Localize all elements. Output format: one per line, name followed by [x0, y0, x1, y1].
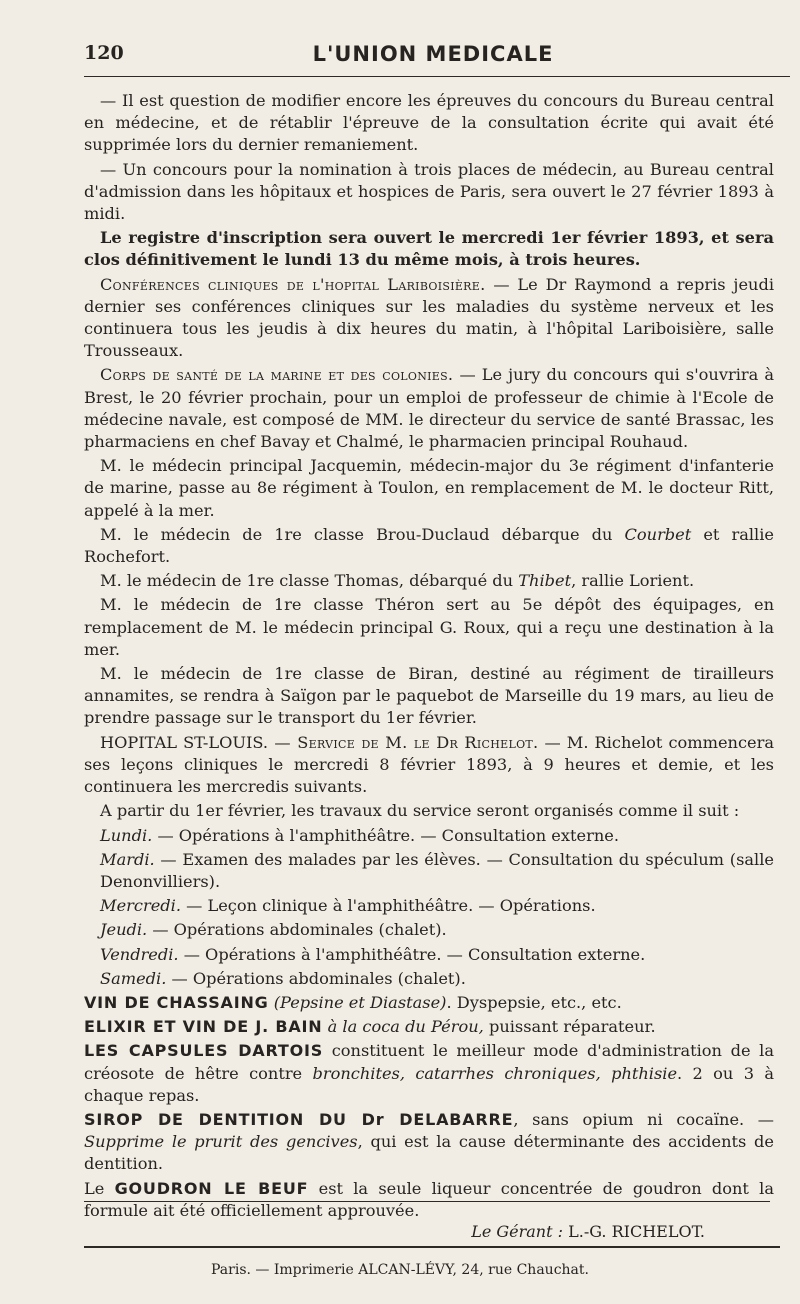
section-heading: HOPITAL ST-LOUIS. — [100, 732, 269, 752]
section-heading: Corps de santé de la marine et des colonies. — [100, 365, 454, 385]
header-rule — [84, 76, 790, 77]
paragraph: M. le médecin principal Jacquemin, médecin-major du 3e régiment d'infanterie de marine, passe au 8e régiment à Toulon, en remplacement de M. le docteur Ritt, appelé à la mer. — [84, 456, 774, 520]
schedule-item: Mardi. — Examen des malades par les élèves. — Consultation du spéculum (salle Denonvilliers). — [100, 849, 774, 891]
schedule-item: Samedi. — Opérations abdominales (chalet). — [100, 968, 466, 988]
paragraph: Le registre d'inscription sera ouvert le mercredi 1er février 1893, et sera clos définitivement le lundi 13 du même mois, à trois heures. — [84, 228, 774, 270]
gerant-signature: Le Gérant : L.-G. RICHELOT. — [471, 1222, 705, 1241]
article-body — [84, 90, 774, 1224]
schedule-item: Vendredi. — Opérations à l'amphithéâtre. — Consultation externe. — [100, 944, 646, 964]
advertisement: LES CAPSULES DARTOIS constituent le meilleur mode d'administration de la créosote de hêtre contre bronchites, catarrhes chroniques, phthisie. 2 ou 3 à chaque repas. — [84, 1041, 775, 1105]
section-heading: Conférences cliniques de l'hopital Lariboisière. — [100, 274, 486, 294]
schedule-item: Jeudi. — Opérations abdominales (chalet). — [100, 920, 447, 940]
paragraph: M. le médecin de 1re classe de Biran, destiné au régiment de tirailleurs annamites, se rendra à Saïgon par le paquebot de Marseille du 19 mars, au lieu de prendre passage sur le transport du 1er février. — [84, 664, 774, 728]
paragraph: A partir du 1er février, les travaux du service seront organisés comme il suit : — [100, 801, 740, 821]
footer-double-rule — [84, 1246, 780, 1248]
paragraph: Conférences cliniques de l'hopital Lariboisière. — Le Dr Raymond a repris jeudi dernier ses conférences cliniques sur les maladies du système nerveux et les continuera tous les jeudis à dix heures du matin, à l'hôpital Lariboisière, salle Trousseaux. — [84, 274, 774, 361]
paragraph: — Il est question de modifier encore les épreuves du concours du Bureau central en médecine, et de rétablir l'épreuve de la consultation écrite qui avait été supprimée lors du dernier remaniement. — [84, 91, 774, 155]
page-number: 120 — [84, 42, 124, 64]
journal-title: L'UNION MEDICALE — [312, 42, 554, 66]
page-header — [84, 42, 782, 72]
paragraph: — Un concours pour la nomination à trois places de médecin, au Bureau central d'admission dans les hôpitaux et hospices de Paris, sera ouvert le 27 février 1893 à midi. — [84, 159, 774, 224]
advertisement: SIROP DE DENTITION DU Dr DELABARRE, sans opium ni cocaïne. — Supprime le prurit des gencives, qui est la cause déterminante des accidents de dentition. — [84, 1109, 774, 1174]
printer-imprint: Paris. — Imprimerie ALCAN-LÉVY, 24, rue Chauchat. — [211, 1262, 589, 1278]
paragraph: Corps de santé de la marine et des colonies. — Le jury du concours qui s'ouvrira à Brest, le 20 février prochain, pour un emploi de professeur de chimie à l'Ecole de médecine navale, est composé de MM. le directeur du service de santé Brassac, les pharmaciens en chef Bavay et Chalmé, le pharmacien principal Rouhaud. — [84, 365, 774, 452]
paragraph: M. le médecin de 1re classe Théron sert au 5e dépôt des équipages, en remplacement de M. le médecin principal G. Roux, qui a reçu une destination à la mer. — [84, 595, 774, 659]
advertisement: ELIXIR ET VIN DE J. BAIN à la coca du Pérou, puissant réparateur. — [84, 1017, 656, 1037]
advertisement: Le GOUDRON LE BEUF est la seule liqueur concentrée de goudron dont la formule ait été officiellement approuvée. — [84, 1178, 774, 1220]
schedule-item: Mercredi. — Leçon clinique à l'amphithéâtre. — Opérations. — [100, 896, 596, 916]
paragraph: HOPITAL ST-LOUIS. — Service de M. le Dr Richelot. — M. Richelot commencera ses leçons cliniques le mercredi 8 février 1893, à 9 heures et demie, et les continuera les mercredis suivants. — [84, 732, 775, 797]
footer-rule — [84, 1201, 770, 1202]
paragraph: M. le médecin de 1re classe Brou-Duclaud débarque du Courbet et rallie Rochefort. — [84, 524, 774, 567]
paragraph: M. le médecin de 1re classe Thomas, débarqué du Thibet, rallie Lorient. — [100, 571, 695, 591]
schedule-item: Lundi. — Opérations à l'amphithéâtre. — Consultation externe. — [100, 825, 619, 845]
advertisement: VIN DE CHASSAING (Pepsine et Diastase). Dyspepsie, etc., etc. — [84, 992, 622, 1012]
